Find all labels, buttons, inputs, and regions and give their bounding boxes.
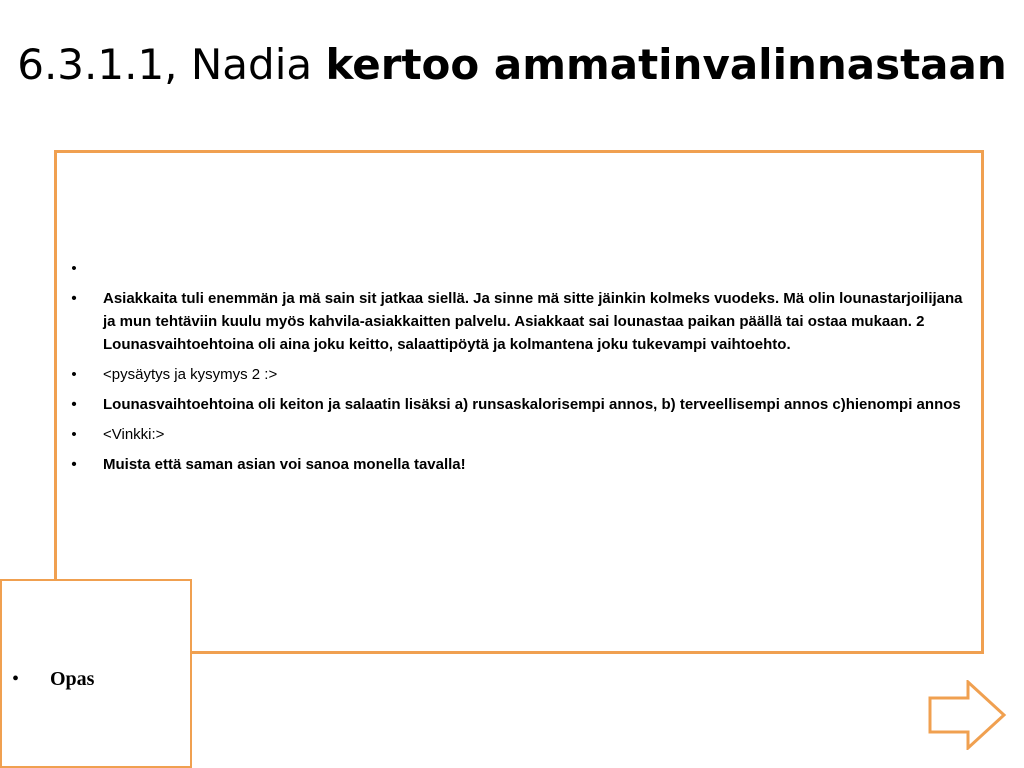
- bullet-text: Asiakkaita tuli enemmän ja mä sain sit jatkaa siellä. Ja sinne mä sitte jäinkin kolmeks vuodeks. Mä olin lounastarjoilijana ja mun tehtäviin kuulu myös kahvila-asiakkaitten palvelu. Asiakkaat sai lounastaa paikan päällä tai ostaa mukaan. 2 Lounasvaihtoehtoina oli aina joku keitto, salaattipöytä ja kolmantena joku tukevampi vaihtoehto.: [103, 290, 963, 353]
- bullet-dot: •: [71, 456, 77, 473]
- bullet-item-pause-question: [67, 363, 967, 386]
- bullet-text: Muista että saman asian voi sanoa monella tavalla!: [103, 456, 466, 473]
- guide-bullet-dot: •: [12, 668, 20, 690]
- bullet-text: Lounasvaihtoehtoina oli keiton ja salaatin lisäksi a) runsaskalorisempi annos, b) terveellisempi annos c)hienompi annos: [103, 396, 961, 413]
- bullet-item-answer-options: [67, 393, 967, 416]
- guide-box: [0, 579, 192, 768]
- bullet-item-empty: [67, 257, 967, 280]
- bullet-text: <Vinkki:>: [103, 426, 165, 443]
- guide-link[interactable]: [12, 667, 94, 691]
- slide-title-bold: kertoo ammatinvalinnastaan: [325, 40, 1007, 89]
- content-box: [54, 150, 984, 654]
- slide-title-normal: 6.3.1.1, Nadia: [17, 40, 326, 89]
- bullet-dot: •: [71, 396, 77, 413]
- bullet-list: [67, 257, 967, 483]
- bullet-dot: •: [71, 260, 77, 277]
- bullet-text: <pysäytys ja kysymys 2 :>: [103, 366, 278, 383]
- next-slide-button[interactable]: [928, 680, 1008, 750]
- bullet-dot: •: [71, 366, 77, 383]
- bullet-dot: •: [71, 426, 77, 443]
- bullet-item-hint-text: [67, 453, 967, 476]
- bullet-item-hint-label: [67, 423, 967, 446]
- bullet-item-story: [67, 287, 967, 356]
- right-arrow-icon: [928, 680, 1008, 750]
- bullet-dot: •: [71, 290, 77, 307]
- guide-label: Opas: [50, 668, 95, 690]
- slide-title: [0, 38, 1024, 92]
